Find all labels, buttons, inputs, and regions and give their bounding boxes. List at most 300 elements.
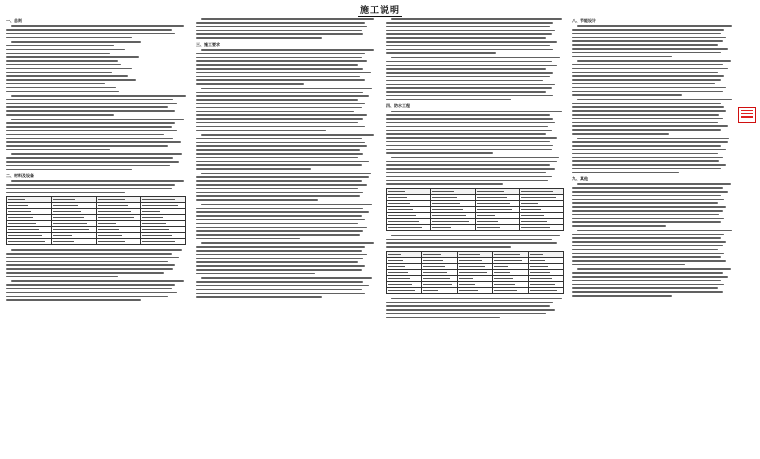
text-line	[572, 234, 724, 236]
text-line	[196, 130, 326, 132]
paragraph	[572, 183, 734, 226]
table-cell	[7, 239, 52, 245]
text-line	[386, 68, 546, 70]
paragraph	[196, 88, 376, 131]
text-line	[572, 125, 728, 127]
text-line	[201, 88, 372, 90]
text-line	[572, 214, 719, 216]
section-heading: 九、其他	[572, 176, 588, 182]
text-line	[386, 95, 553, 97]
text-line	[572, 295, 672, 297]
text-line	[577, 268, 731, 270]
text-line	[386, 164, 550, 166]
text-line	[196, 261, 358, 263]
text-line	[577, 183, 731, 185]
table-cell	[387, 224, 431, 230]
paragraph	[196, 277, 376, 297]
approval-stamp	[738, 107, 756, 123]
text-line	[572, 72, 718, 74]
text-line	[572, 206, 726, 208]
text-line	[386, 22, 553, 24]
text-line	[386, 161, 557, 163]
text-line	[386, 84, 555, 86]
table-cell	[387, 287, 422, 293]
text-line	[391, 157, 558, 159]
text-line	[386, 172, 546, 174]
text-line	[572, 249, 718, 251]
text-line	[6, 72, 112, 74]
text-line	[572, 87, 726, 89]
text-line	[196, 192, 363, 194]
text-line	[196, 118, 363, 120]
text-line	[572, 133, 669, 135]
text-line	[391, 235, 560, 237]
text-line	[6, 157, 173, 159]
text-line	[386, 26, 550, 28]
text-line	[572, 256, 721, 258]
text-line	[196, 92, 363, 94]
text-line	[196, 138, 362, 140]
text-line	[196, 168, 311, 170]
text-line	[572, 33, 721, 35]
table-row	[387, 287, 564, 293]
text-line	[196, 289, 362, 291]
text-line	[572, 153, 718, 155]
text-line	[196, 126, 365, 128]
text-line	[201, 277, 372, 279]
text-line	[196, 269, 362, 271]
text-line	[196, 107, 362, 109]
text-line	[196, 211, 369, 213]
text-line	[6, 110, 175, 112]
text-line	[196, 79, 365, 81]
paragraph	[572, 138, 734, 174]
text-line	[196, 246, 365, 248]
text-column-4	[572, 16, 734, 455]
text-line	[386, 126, 548, 128]
text-line	[11, 180, 184, 182]
text-line	[386, 305, 550, 307]
text-line	[196, 37, 322, 39]
text-line	[6, 68, 132, 70]
text-line	[386, 99, 511, 101]
text-line	[572, 103, 721, 105]
text-line	[577, 230, 733, 232]
text-line	[572, 287, 718, 289]
text-line	[6, 296, 168, 298]
text-line	[572, 280, 721, 282]
paragraph	[196, 49, 376, 85]
paragraph	[6, 95, 186, 115]
text-line	[11, 249, 182, 251]
text-line	[386, 309, 555, 311]
text-line	[572, 172, 679, 174]
text-line	[196, 30, 362, 32]
paragraph	[196, 204, 376, 240]
paragraph	[386, 57, 564, 100]
text-line	[386, 242, 557, 244]
text-line	[386, 76, 550, 78]
text-line	[386, 130, 552, 132]
text-line	[6, 79, 136, 81]
text-line	[577, 25, 733, 27]
text-line	[6, 83, 105, 85]
text-line	[386, 52, 496, 54]
paragraph	[6, 25, 186, 38]
text-line	[6, 60, 118, 62]
text-line	[572, 276, 728, 278]
text-line	[196, 76, 360, 78]
text-line	[572, 160, 719, 162]
text-line	[572, 145, 721, 147]
text-line	[391, 57, 560, 59]
text-line	[386, 183, 503, 185]
text-line	[572, 122, 718, 124]
text-line	[196, 83, 304, 85]
text-line	[386, 239, 552, 241]
text-line	[6, 276, 118, 278]
text-line	[196, 265, 365, 267]
text-line	[6, 284, 175, 286]
text-line	[196, 188, 358, 190]
text-line	[6, 103, 177, 105]
text-line	[6, 288, 172, 290]
paragraph	[6, 41, 186, 92]
paragraph	[196, 18, 376, 38]
text-line	[572, 164, 726, 166]
text-line	[577, 99, 733, 101]
text-line	[6, 184, 175, 186]
text-line	[572, 118, 723, 120]
text-line	[572, 218, 724, 220]
text-line	[196, 103, 365, 105]
text-line	[572, 264, 685, 266]
text-line	[196, 153, 363, 155]
text-line	[6, 141, 181, 143]
text-line	[6, 114, 114, 116]
text-line	[196, 114, 367, 116]
text-line	[572, 129, 721, 131]
text-line	[577, 60, 731, 62]
text-line	[6, 253, 172, 255]
section-heading: 四、防水工程	[386, 103, 410, 109]
text-line	[6, 268, 173, 270]
text-line	[386, 176, 552, 178]
text-line	[386, 152, 493, 154]
text-line	[391, 111, 562, 113]
text-line	[386, 317, 500, 319]
text-line	[6, 299, 141, 301]
text-line	[386, 246, 511, 248]
paragraph	[572, 25, 734, 57]
text-line	[196, 293, 365, 295]
text-line	[196, 273, 315, 275]
text-line	[196, 254, 367, 256]
text-line	[386, 87, 552, 89]
section-heading: 三、施工要求	[196, 41, 220, 47]
text-line	[386, 30, 555, 32]
text-line	[11, 119, 184, 121]
text-line	[196, 72, 371, 74]
text-line	[386, 122, 555, 124]
text-line	[6, 134, 164, 136]
text-line	[6, 192, 125, 194]
text-line	[201, 134, 374, 136]
text-line	[386, 168, 555, 170]
text-line	[196, 57, 362, 59]
text-line	[196, 68, 363, 70]
text-line	[196, 296, 322, 298]
text-line	[6, 264, 175, 266]
text-line	[572, 68, 728, 70]
paragraph	[386, 157, 564, 185]
table-cell	[141, 239, 186, 245]
table-cell	[51, 239, 96, 245]
text-line	[6, 169, 132, 171]
text-line	[6, 145, 168, 147]
section-heading: 八、节能设计	[572, 18, 596, 23]
text-line	[572, 141, 728, 143]
text-line	[386, 313, 546, 315]
text-line	[572, 48, 728, 50]
text-line	[386, 91, 546, 93]
text-line	[386, 302, 553, 304]
text-line	[6, 272, 164, 274]
text-line	[6, 261, 168, 263]
text-line	[196, 230, 363, 232]
text-line	[386, 65, 557, 67]
text-line	[196, 53, 365, 55]
text-line	[196, 223, 358, 225]
table-cell	[519, 224, 563, 230]
text-line	[6, 165, 170, 167]
text-line	[572, 64, 723, 66]
text-line	[572, 75, 724, 77]
text-line	[11, 280, 184, 282]
text-line	[6, 64, 121, 66]
text-line	[6, 122, 175, 124]
text-line	[11, 25, 184, 27]
text-line	[201, 173, 370, 175]
spec-table	[386, 251, 564, 294]
text-line	[572, 79, 721, 81]
text-line	[572, 284, 724, 286]
text-line	[196, 145, 367, 147]
text-line	[196, 149, 360, 151]
table-cell	[528, 287, 563, 293]
text-line	[386, 41, 557, 43]
paragraph	[6, 153, 186, 170]
text-line	[196, 215, 362, 217]
paragraph	[572, 99, 734, 135]
text-line	[196, 238, 300, 240]
text-line	[391, 298, 562, 300]
text-line	[196, 258, 363, 260]
text-line	[6, 56, 139, 58]
table-row	[387, 224, 564, 230]
text-line	[196, 281, 363, 283]
text-line	[572, 221, 721, 223]
text-line	[572, 272, 723, 274]
text-line	[196, 199, 318, 201]
table-cell	[457, 287, 492, 293]
text-line	[6, 33, 175, 35]
text-line	[577, 138, 729, 140]
text-line	[196, 176, 369, 178]
page-title: 施工说明	[359, 6, 400, 16]
text-line	[196, 184, 367, 186]
text-line	[196, 64, 358, 66]
text-line	[11, 41, 141, 43]
text-line	[196, 250, 362, 252]
text-line	[572, 29, 724, 31]
text-line	[6, 53, 110, 55]
text-line	[572, 56, 672, 58]
text-line	[6, 29, 172, 31]
text-line	[6, 87, 116, 89]
text-line	[6, 91, 119, 93]
text-line	[572, 83, 715, 85]
text-line	[572, 253, 724, 255]
text-line	[6, 292, 177, 294]
text-line	[386, 133, 546, 135]
text-line	[201, 242, 374, 244]
table-cell	[493, 287, 528, 293]
text-line	[196, 157, 358, 159]
text-line	[196, 219, 365, 221]
text-line	[386, 61, 552, 63]
text-column-1	[6, 16, 186, 455]
paragraph	[196, 242, 376, 274]
text-line	[572, 195, 721, 197]
section-heading: 一、总则	[6, 18, 22, 23]
text-line	[201, 18, 374, 20]
text-line	[6, 106, 168, 108]
text-line	[196, 26, 367, 28]
table-cell	[431, 224, 475, 230]
text-line	[391, 18, 562, 20]
text-line	[386, 33, 552, 35]
text-line	[572, 114, 719, 116]
text-line	[386, 72, 553, 74]
paragraph	[386, 111, 564, 154]
text-line	[201, 49, 374, 51]
text-line	[386, 141, 550, 143]
text-line	[196, 95, 369, 97]
text-line	[6, 149, 110, 151]
text-line	[6, 130, 177, 132]
table-row	[7, 239, 186, 245]
text-line	[11, 153, 182, 155]
text-line	[6, 75, 128, 77]
text-line	[572, 168, 721, 170]
text-column-2	[196, 16, 376, 455]
text-line	[6, 99, 173, 101]
text-line	[196, 285, 369, 287]
text-line	[386, 80, 543, 82]
paragraph	[196, 173, 376, 201]
text-line	[386, 145, 553, 147]
text-line	[386, 37, 546, 39]
text-line	[572, 245, 723, 247]
text-line	[196, 234, 360, 236]
text-line	[6, 188, 172, 190]
text-line	[386, 149, 552, 151]
section-heading: 二、材料及设备	[6, 173, 34, 179]
text-line	[196, 60, 367, 62]
text-line	[572, 291, 723, 293]
text-line	[196, 142, 365, 144]
text-line	[572, 149, 726, 151]
text-line	[6, 45, 114, 47]
paragraph	[6, 180, 186, 193]
text-line	[6, 257, 179, 259]
table-cell	[475, 224, 519, 230]
text-line	[572, 106, 724, 108]
paragraph	[6, 280, 186, 300]
text-line	[572, 225, 666, 227]
text-line	[196, 180, 362, 182]
text-line	[196, 22, 365, 24]
text-line	[572, 52, 721, 54]
text-line	[572, 91, 723, 93]
text-line	[386, 137, 557, 139]
table-cell	[422, 287, 457, 293]
paragraph	[6, 119, 186, 151]
paragraph	[572, 268, 734, 296]
text-line	[572, 210, 723, 212]
text-line	[572, 191, 728, 193]
paragraph	[572, 60, 734, 96]
text-line	[201, 204, 372, 206]
text-line	[386, 49, 553, 51]
text-line	[572, 37, 726, 39]
text-line	[386, 180, 548, 182]
spec-table	[386, 188, 564, 231]
paragraph	[196, 134, 376, 170]
text-line	[6, 49, 125, 51]
text-line	[572, 110, 726, 112]
text-line	[572, 44, 718, 46]
paragraph	[6, 249, 186, 277]
text-line	[196, 227, 367, 229]
text-line	[572, 94, 682, 96]
text-line	[572, 40, 723, 42]
paragraph	[386, 18, 564, 54]
text-line	[6, 138, 173, 140]
text-line	[572, 187, 723, 189]
text-line	[386, 114, 550, 116]
text-line	[196, 164, 362, 166]
text-line	[11, 95, 186, 97]
text-line	[196, 122, 358, 124]
text-line	[572, 241, 726, 243]
text-line	[196, 33, 363, 35]
paragraph	[386, 235, 564, 248]
text-line	[572, 202, 718, 204]
text-line	[196, 99, 358, 101]
text-line	[6, 161, 179, 163]
text-line	[386, 45, 550, 47]
text-line	[196, 111, 354, 113]
text-line	[196, 195, 360, 197]
paragraph	[572, 230, 734, 266]
text-line	[572, 260, 726, 262]
text-column-3	[386, 16, 564, 455]
text-line	[6, 37, 132, 39]
text-line	[572, 199, 724, 201]
paragraph	[386, 298, 564, 318]
